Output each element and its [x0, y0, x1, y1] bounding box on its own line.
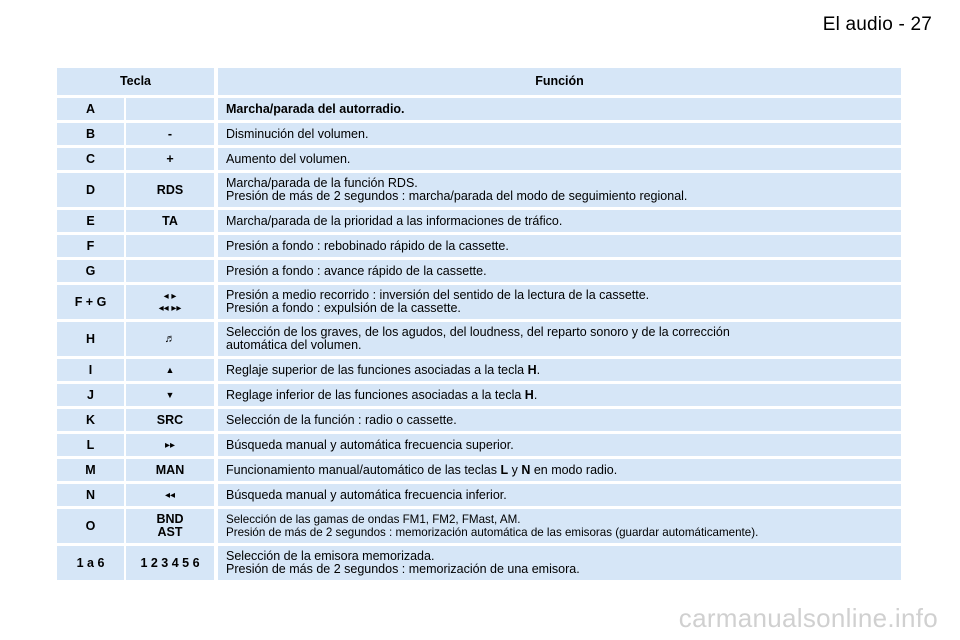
function-text: automática del volumen. — [226, 338, 362, 352]
function-text: Selección de la función : radio o cassette. — [226, 412, 457, 427]
table-header-row — [57, 68, 901, 95]
table-row — [57, 434, 901, 456]
control-cell — [126, 322, 214, 356]
key-cell: H — [57, 322, 124, 356]
function-text: Presión de más de 2 segundos : memorización automática de las emisoras (guardar automáticamente). — [226, 526, 759, 539]
function-text: Presión a fondo : expulsión de la cassette. — [226, 301, 461, 315]
function-cell — [218, 322, 901, 356]
function-cell — [218, 148, 901, 170]
function-table — [57, 68, 901, 583]
function-text: Reglaje superior de las funciones asociadas a la tecla H. — [226, 362, 541, 377]
control-cell — [126, 359, 214, 381]
control-label: AST — [157, 525, 183, 539]
key-cell: 1 a 6 — [57, 546, 124, 580]
arrow-left-right-icon: ◂ ▸ — [163, 290, 177, 302]
function-text: Presión a fondo : avance rápido de la cassette. — [226, 263, 487, 278]
control-cell — [126, 384, 214, 406]
table-row — [57, 484, 901, 506]
key-cell: B — [57, 123, 124, 145]
music-note-icon: ♬ — [164, 332, 176, 345]
arrow-up-icon: ▲ — [165, 364, 175, 375]
function-text: Presión a medio recorrido : inversión del sentido de la lectura de la cassette. — [226, 288, 650, 302]
key-cell: J — [57, 384, 124, 406]
table-row — [57, 322, 901, 356]
table-row — [57, 509, 901, 543]
fast-forward-icon: ▸▸ — [164, 439, 176, 451]
key-cell: F — [57, 235, 124, 257]
function-cell — [218, 409, 901, 431]
function-text: Reglage inferior de las funciones asociadas a la tecla H. — [226, 387, 538, 402]
table-row — [57, 459, 901, 481]
function-cell — [218, 210, 901, 232]
function-text: Selección de las gamas de ondas FM1, FM2, FMast, AM. — [226, 513, 521, 526]
control-cell — [126, 434, 214, 456]
control-label: BND — [156, 512, 184, 526]
function-cell — [218, 459, 901, 481]
key-cell: I — [57, 359, 124, 381]
function-text: Selección de la emisora memorizada. — [226, 549, 435, 563]
control-cell — [126, 235, 214, 257]
table-row — [57, 123, 901, 145]
table-row — [57, 409, 901, 431]
table-row — [57, 210, 901, 232]
key-cell: C — [57, 148, 124, 170]
function-text: Presión de más de 2 segundos : memorización de una emisora. — [226, 562, 580, 576]
function-text: Presión de más de 2 segundos : marcha/parada del modo de seguimiento regional. — [226, 189, 688, 203]
function-text: Aumento del volumen. — [226, 151, 351, 166]
control-cell — [126, 285, 214, 319]
key-cell: E — [57, 210, 124, 232]
function-cell — [218, 434, 901, 456]
control-cell — [126, 260, 214, 282]
column-header-key: Tecla — [57, 68, 214, 95]
function-cell — [218, 509, 901, 543]
rewind-icon: ◂◂ — [164, 489, 176, 501]
function-cell — [218, 260, 901, 282]
table-row — [57, 148, 901, 170]
control-cell — [126, 509, 214, 543]
function-cell — [218, 123, 901, 145]
key-cell: F + G — [57, 285, 124, 319]
key-cell: D — [57, 173, 124, 207]
function-text: Presión a fondo : rebobinado rápido de la cassette. — [226, 238, 509, 253]
table-row — [57, 359, 901, 381]
key-cell: L — [57, 434, 124, 456]
function-text: Disminución del volumen. — [226, 126, 369, 141]
control-cell: - — [126, 123, 214, 145]
control-cell: RDS — [126, 173, 214, 207]
function-cell — [218, 285, 901, 319]
function-text: Búsqueda manual y automática frecuencia superior. — [226, 437, 514, 452]
function-text: Marcha/parada del autorradio. — [226, 101, 405, 116]
rewind-fast-forward-icon: ◂◂ ▸▸ — [158, 302, 182, 314]
page-title: El audio - 27 — [822, 14, 932, 35]
table-row — [57, 285, 901, 319]
table-row — [57, 384, 901, 406]
control-cell — [126, 98, 214, 120]
control-cell: 1 2 3 4 5 6 — [126, 546, 214, 580]
function-cell — [218, 359, 901, 381]
function-cell — [218, 235, 901, 257]
column-header-function: Función — [218, 68, 901, 95]
control-cell: SRC — [126, 409, 214, 431]
key-cell: K — [57, 409, 124, 431]
key-cell: A — [57, 98, 124, 120]
control-cell: TA — [126, 210, 214, 232]
key-cell: N — [57, 484, 124, 506]
function-cell — [218, 484, 901, 506]
key-cell: M — [57, 459, 124, 481]
control-cell — [126, 484, 214, 506]
arrow-down-icon: ▼ — [165, 389, 175, 400]
table-row — [57, 546, 901, 580]
watermark: carmanualsonline.info — [678, 603, 938, 633]
function-cell — [218, 546, 901, 580]
key-cell: O — [57, 509, 124, 543]
table-row — [57, 173, 901, 207]
table-row — [57, 235, 901, 257]
function-cell — [218, 384, 901, 406]
function-text: Marcha/parada de la función RDS. — [226, 176, 418, 190]
function-text: Búsqueda manual y automática frecuencia inferior. — [226, 487, 507, 502]
table-row — [57, 98, 901, 120]
control-cell: + — [126, 148, 214, 170]
function-cell — [218, 98, 901, 120]
function-text: Selección de los graves, de los agudos, del loudness, del reparto sonoro y de la corrección — [226, 325, 730, 339]
key-cell: G — [57, 260, 124, 282]
function-text: Marcha/parada de la prioridad a las informaciones de tráfico. — [226, 213, 563, 228]
function-cell — [218, 173, 901, 207]
control-cell: MAN — [126, 459, 214, 481]
table-row — [57, 260, 901, 282]
function-text: Funcionamiento manual/automático de las teclas L y N en modo radio. — [226, 462, 618, 477]
